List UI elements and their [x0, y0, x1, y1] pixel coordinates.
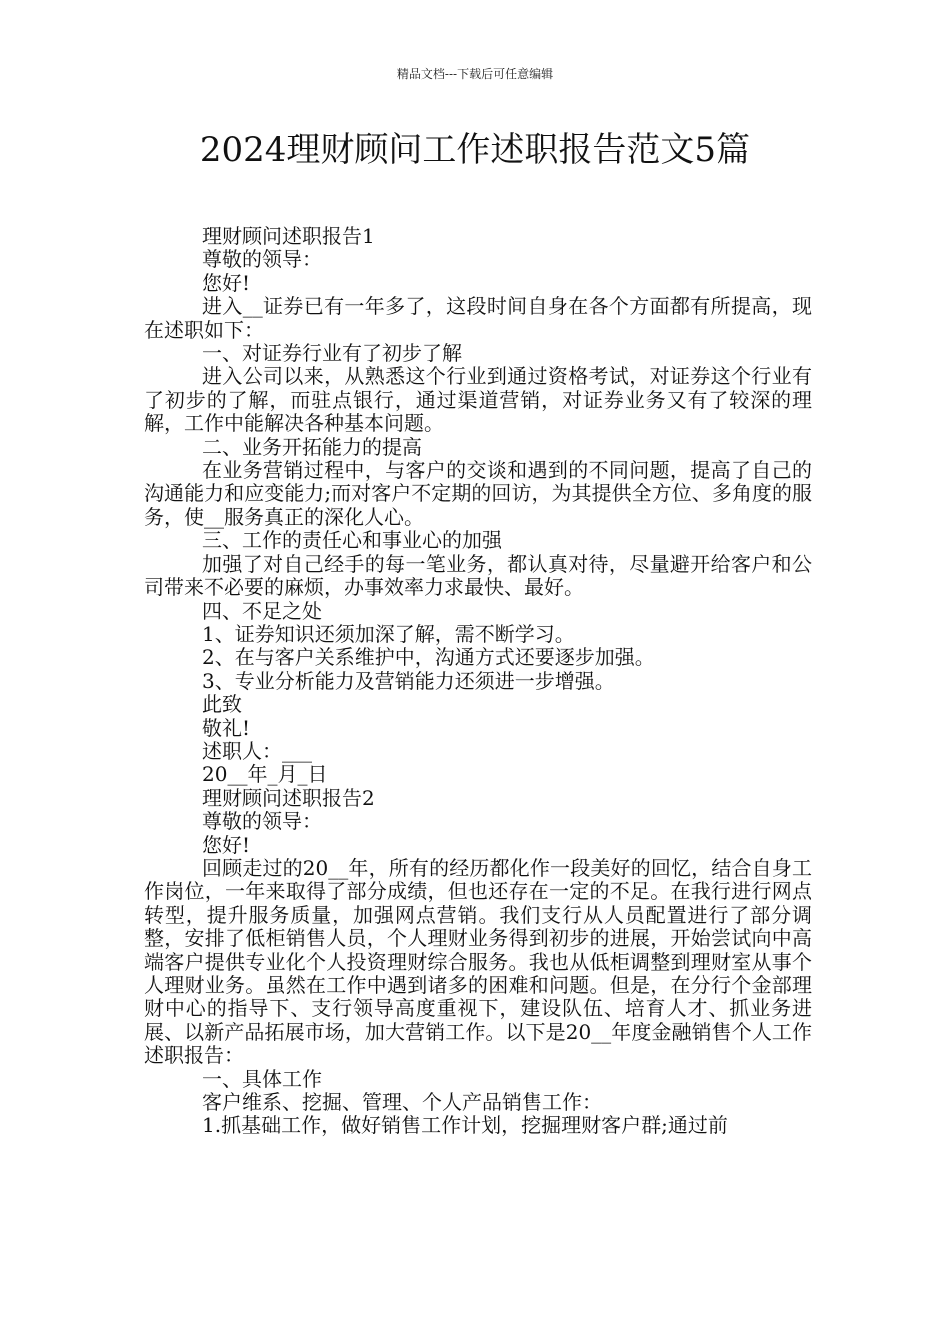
paragraph: 20__年_月_日	[202, 762, 328, 787]
paragraph: 回顾走过的20__年，所有的经历都化作一段美好的回忆，结合自身工作岗位，一年来取得了部分成绩，但也还存在一定的不足。在我行进行网点转型，提升服务质量，加强网点营销。我们支行从人员配置进行了部分调整，安排了低柜销售人员，个人理财业务得到初步的进展，开始尝试向中高端客户提供专业化个人投资理财综合服务。我也从低柜调整到理财室从事个人理财业务。虽然在工作中遇到诸多的困难和问题。但是，在分行个金部理财中心的指导下、支行领导高度重视下，建设队伍、培育人才、抓业务进展、以新产品拓展市场，加大营销工作。以下是20__年度金融销售个人工作述职报告：	[144, 855, 812, 1068]
paragraph: 敬礼!	[202, 715, 251, 740]
paragraph: 1、证券知识还须加深了解，需不断学习。	[202, 621, 575, 646]
paragraph: 1.抓基础工作，做好销售工作计划，挖掘理财客户群;通过前	[202, 1113, 728, 1138]
paragraph: 在业务营销过程中，与客户的交谈和遇到的不同问题，提高了自己的沟通能力和应变能力;而对客户不定期的回访，为其提供全方位、多角度的服务，使__服务真正的深化人心。	[144, 458, 812, 529]
paragraph: 客户维系、挖掘、管理、个人产品销售工作：	[202, 1090, 602, 1115]
paragraph: 您好!	[202, 832, 251, 857]
paragraph: 此致	[202, 692, 242, 717]
document-body	[144, 225, 812, 1138]
paragraph: 理财顾问述职报告2	[202, 785, 375, 810]
paragraph: 二、业务开拓能力的提高	[202, 434, 422, 459]
paragraph: 3、专业分析能力及营销能力还须进一步增强。	[202, 668, 615, 693]
paragraph: 您好!	[202, 270, 251, 295]
paragraph: 尊敬的领导：	[202, 809, 322, 834]
header-note: 精品文档---下载后可任意编辑	[396, 67, 554, 81]
paragraph: 一、具体工作	[202, 1066, 322, 1091]
paragraph: 尊敬的领导：	[202, 247, 322, 272]
paragraph: 述职人：___	[202, 738, 312, 763]
paragraph: 加强了对自己经手的每一笔业务，都认真对待，尽量避开给客户和公司带来不必要的麻烦，办事效率力求最快、最好。	[144, 551, 812, 600]
paragraph: 理财顾问述职报告1	[202, 224, 375, 248]
paragraph: 进入__证券已有一年多了，这段时间自身在各个方面都有所提高，现在述职如下：	[144, 294, 812, 342]
paragraph: 四、不足之处	[202, 598, 322, 623]
paragraph: 2、在与客户关系维护中，沟通方式还要逐步加强。	[202, 645, 655, 670]
paragraph: 三、工作的责任心和事业心的加强	[202, 528, 502, 553]
paragraph: 进入公司以来，从熟悉这个行业到通过资格考试，对证券这个行业有了初步的了解，而驻点银行，通过渠道营销，对证券业务又有了较深的理解，工作中能解决各种基本问题。	[144, 364, 812, 436]
paragraph: 一、对证券行业有了初步了解	[202, 341, 462, 366]
document-title: 2024理财顾问工作述职报告范文5篇	[199, 130, 751, 170]
